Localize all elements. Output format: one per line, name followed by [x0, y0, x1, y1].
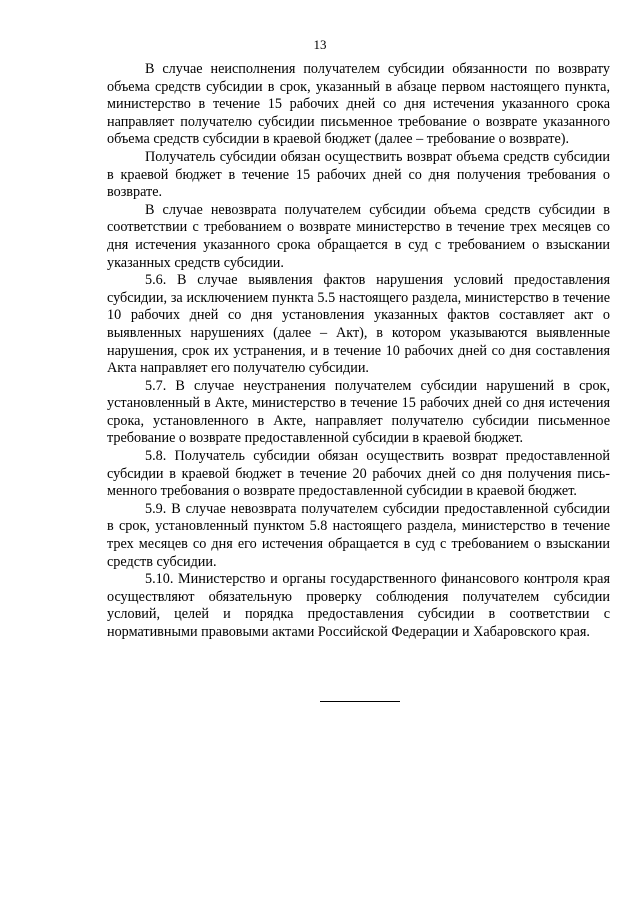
document-body — [107, 61, 610, 642]
paragraph-5-6: 5.6. В случае выявления фактов нарушения условий предоставления субсидии, за исключением пункта 5.5 настоящего раздела, министерство в течение 10 рабочих дней со дня установления указанных фактов составляет акт о выявленных нарушениях (далее – Акт), в котором указываются выявленные нарушения, срок их устранения, и в течение 10 рабочих дней со дня составления Акта направляет его получателю субсидии. — [107, 272, 610, 377]
paragraph-refund-failure: В случае неисполнения получателем субсидии обязанности по возврату объема средств субсидии в срок, указанный в абзаце первом настоящего пункта, министерство в течение 15 рабочих дней со дня истечения указанного срока направляет получателю субсидии письменное требование о возврате указанного объема средств субсидии в краевой бюджет (далее – требование о возврате). — [107, 61, 610, 148]
paragraph-refund-obligation: Получатель субсидии обязан осуществить возврат объема средств субсидии в краевой бюджет в течение 15 рабочих дней со дня получения требования о возврате. — [107, 148, 610, 201]
paragraph-5-9: 5.9. В случае невозврата получателем субсидии предоставленной субсидии в срок, установленный пунктом 5.8 настоящего раздела, министерство в течение трех месяцев со дня его истечения обращается в суд с требованием о взыскании средств субсидии. — [107, 500, 610, 570]
closing-rule — [320, 701, 400, 702]
paragraph-5-8: 5.8. Получатель субсидии обязан осуществить возврат предоставленной субсидии в краевой бюджет в течение 20 рабочих дней со дня получения письменного требования о возврате предоставленной субсидии в краевой бюджет. — [107, 448, 610, 500]
paragraph-5-7: 5.7. В случае неустранения получателем субсидии нарушений в срок, установленный в Акте, министерство в течение 15 рабочих дней со дня истечения срока, установленного в Акте, направляет получателю субсидии письменное требование о возврате предоставленной субсидии в краевой бюджет. — [107, 377, 610, 447]
paragraph-non-return-court: В случае невозврата получателем субсидии объема средств субсидии в соответствии с требованием о возврате министерство в течение трех месяцев со дня истечения указанного срока обращается в суд с требованием о взыскании указанных средств субсидии. — [107, 201, 610, 271]
paragraph-5-10: 5.10. Министерство и органы государственного финансового контроля края осуществляют обязательную проверку соблюдения получателем субсидии условий, целей и порядка предоставления субсидии в соответствии с нормативными правовыми актами Российской Федерации и Хабаровского края. — [107, 571, 610, 640]
page-number: 13 — [313, 37, 327, 52]
